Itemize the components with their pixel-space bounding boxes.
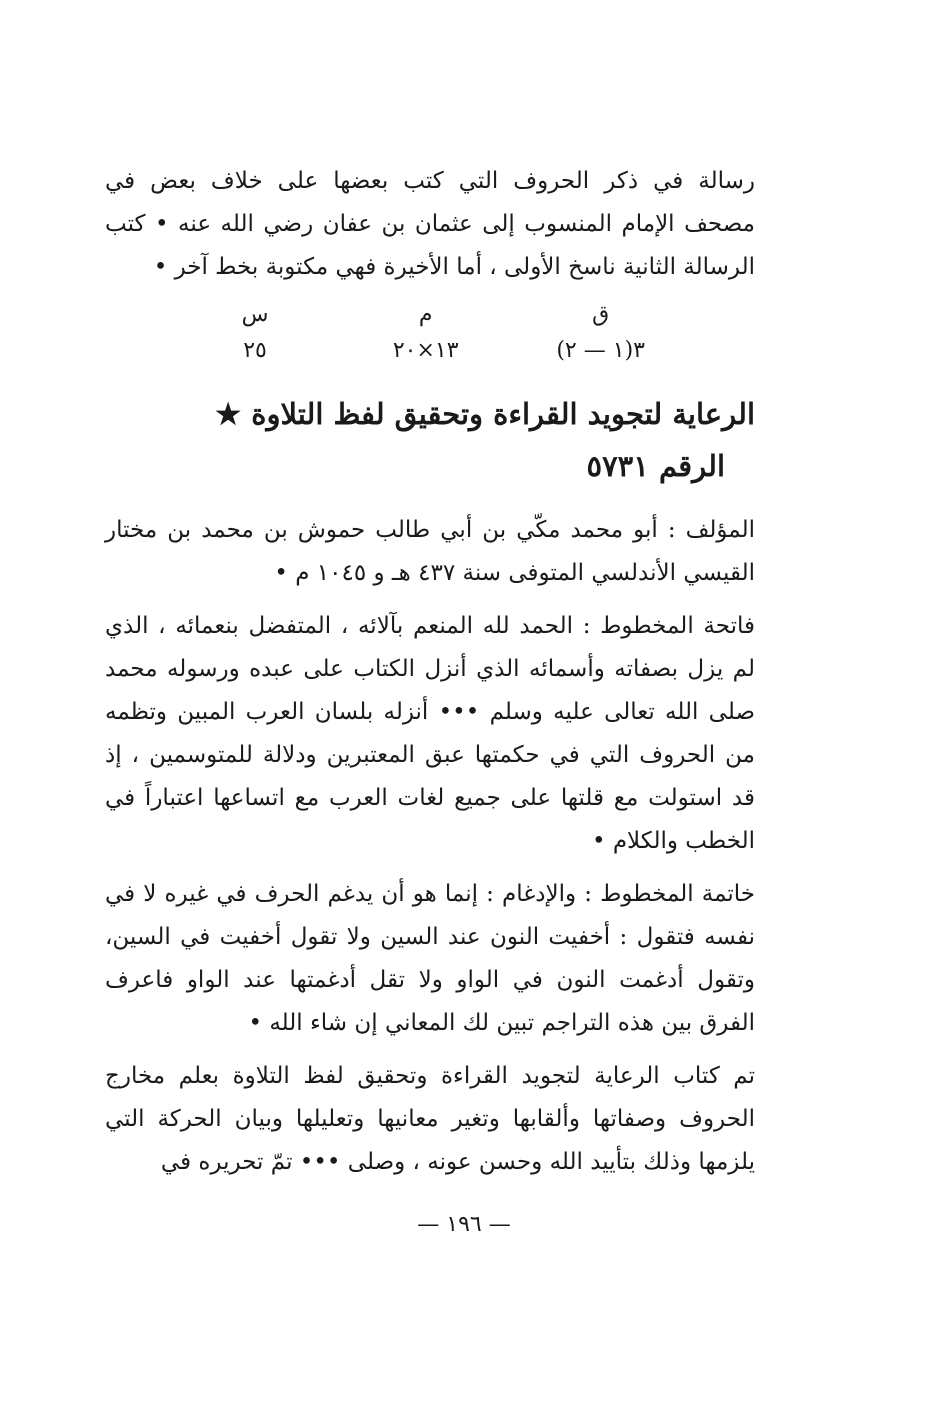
author-paragraph bbox=[105, 509, 755, 595]
meta-value: ٣(١ — ٢) bbox=[556, 338, 645, 363]
meta-header: م bbox=[418, 302, 433, 327]
paragraph-text: تم كتاب الرعاية لتجويد القراءة وتحقيق لفظ التلاوة بعلم مخارج الحروف وصفاتها وألقابها وتغير معانيها وتعليلها وبيان الحركة التي يلزمها وذلك بتأييد الله وحسن عونه ، وصلى ••• تمّ تحريره في bbox=[105, 1063, 755, 1175]
meta-header: س bbox=[241, 302, 269, 327]
entry-title: الرعاية لتجويد القراءة وتحقيق لفظ التلاوة ★ bbox=[215, 397, 755, 431]
opening-paragraph bbox=[105, 605, 755, 863]
entry-record-number: الرقم ٥٧٣١ bbox=[586, 449, 725, 483]
intro-paragraph: رسالة في ذكر الحروف التي كتب بعضها على خلاف بعض في مصحف الإمام المنسوب إلى عثمان بن عفان رضي الله عنه • كتب الرسالة الثانية ناسخ الأولى ، أما الأخيرة فهي مكتوبة بخط آخر • bbox=[105, 168, 755, 280]
document-body bbox=[105, 160, 755, 1184]
paragraph-label: خاتمة المخطوط : bbox=[584, 881, 756, 907]
manuscript-metadata bbox=[215, 297, 645, 369]
paragraph-text: والإدغام : إنما هو أن يدغم الحرف في غيره لا في نفسه فتقول : أخفيت النون عند السين ولا تقول أخفيت في السين، وتقول أدغمت النون في الواو ولا تقل أدغمتها عند الواو فاعرف الفرق بين هذه التراجم تبين لك المعاني إن شاء الله • bbox=[105, 881, 755, 1036]
meta-value: ١٣×٢٠ bbox=[392, 338, 459, 363]
paragraph-text: أبو محمد مكّي بن أبي طالب حموش بن محمد بن مختار القيسي الأندلسي المتوفى سنة ٤٣٧ هـ و ١٠٤٥ م • bbox=[105, 517, 755, 586]
meta-value: ٢٥ bbox=[243, 338, 267, 363]
meta-col-size bbox=[386, 297, 466, 369]
meta-col-pages bbox=[556, 297, 645, 369]
meta-col-lines bbox=[215, 297, 295, 369]
paragraph-text: الحمد لله المنعم بآلائه ، المتفضل بنعمائه ، الذي لم يزل بصفاته وأسمائه الذي أنزل الكتاب على عبده ورسوله محمد صلى الله تعالى عليه وسلم ••• أنزله بلسان العرب المبين وتظمه من الحروف التي في حكمتها عبق المعتبرين ودلالة للمتوسمين ، إذ قد استولت مع قلتها على جميع لغات العرب مع اتساعها اعتباراً في الخطب والكلام • bbox=[105, 613, 755, 854]
page-number: — ١٩٦ — bbox=[417, 1212, 511, 1237]
colophon-paragraph bbox=[105, 1055, 755, 1184]
meta-header: ق bbox=[592, 302, 610, 327]
closing-paragraph bbox=[105, 873, 755, 1045]
paragraph-label: المؤلف : bbox=[667, 517, 756, 543]
paragraph-label: فاتحة المخطوط : bbox=[582, 613, 755, 639]
